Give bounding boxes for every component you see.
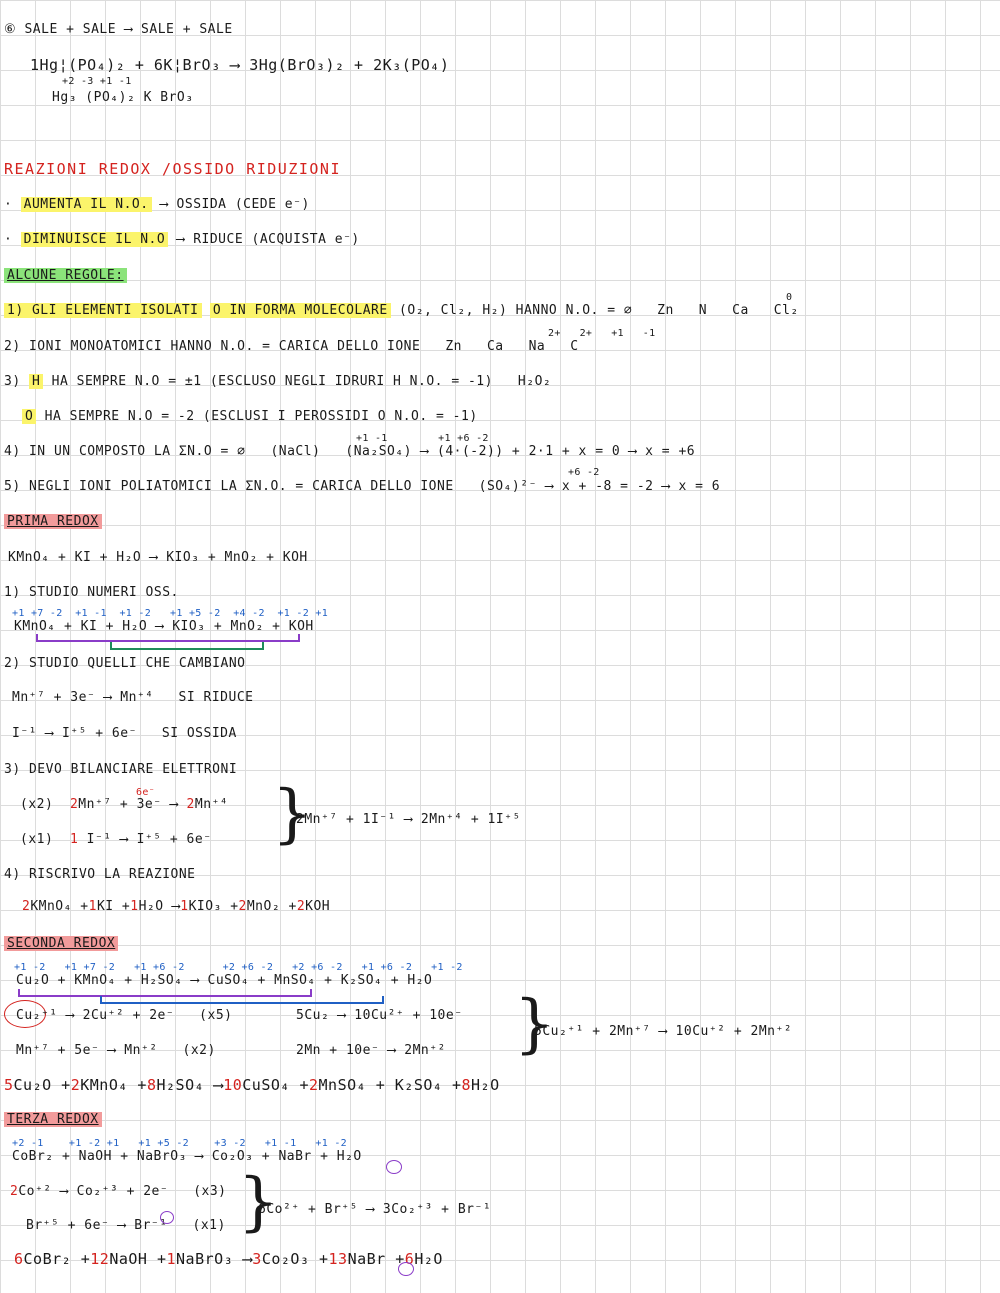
terza-equation: CoBr₂ + NaOH + NaBrO₃ ⟶ Co₂O₃ + NaBr + H₂O <box>12 1149 362 1164</box>
rule3-num: 3) <box>4 374 21 389</box>
term: H₂O <box>471 1076 500 1094</box>
term: H₂O ⟶ <box>138 899 181 914</box>
coef: 2 <box>70 1076 81 1094</box>
rule3-o-highlight: O <box>22 409 36 424</box>
equation-salt: 1Hg¦(PO₄)₂ + 6K¦BrO₃ ⟶ 3Hg(BrO₃)₂ + 2K₃(PO₄) <box>30 56 450 74</box>
seconda-sum: 5Cu₂⁺¹ + 2Mn⁺⁷ ⟶ 10Cu⁺² + 2Mn⁺² <box>534 1024 793 1039</box>
rule1-highlight-a: 1) GLI ELEMENTI ISOLATI <box>4 303 202 318</box>
coef: 2 <box>186 797 195 812</box>
term: MnO₂ + <box>246 899 297 914</box>
coef: 6 <box>14 1250 24 1268</box>
seconda-equation: Cu₂O + KMnO₄ + H₂SO₄ ⟶ CuSO₄ + MnSO₄ + K₂SO₄ + H₂O <box>16 973 433 988</box>
rule1-ox: 0 <box>786 292 793 303</box>
term: Cu₂O + <box>13 1076 71 1094</box>
prima-step-4: 4) RISCRIVO LA REAZIONE <box>4 867 196 882</box>
prima-equation: KMnO₄ + KI + H₂O ⟶ KIO₃ + MnO₂ + KOH <box>8 550 308 565</box>
circle-marker <box>398 1262 414 1276</box>
rule5-ox: +6 -2 <box>568 467 600 478</box>
half-eq: Mn⁺⁷ + 3e⁻ ⟶ <box>78 797 187 812</box>
term: Co₂O₃ + <box>261 1250 329 1268</box>
rule1-text: (O₂, Cl₂, H₂) HANNO N.O. = ∅ Zn N Ca Cl₂ <box>399 303 799 318</box>
section-title-terza <box>4 1112 102 1127</box>
seconda-mult-red: 2Mn + 10e⁻ ⟶ 2Mn⁺² <box>296 1043 446 1058</box>
coef: 2 <box>238 899 247 914</box>
term: CoBr₂ + <box>23 1250 91 1268</box>
regole-label: ALCUNE REGOLE: <box>4 268 127 283</box>
multiplier-x1: (x1) <box>20 832 54 847</box>
seconda-label: SECONDA REDOX <box>4 936 118 951</box>
terza-final-equation <box>14 1250 443 1268</box>
highlight-aumenta: AUMENTA IL N.O. <box>21 197 152 212</box>
term: KIO₃ + <box>188 899 239 914</box>
half-eq: I⁻¹ ⟶ I⁺⁵ + 6e⁻ <box>86 832 212 847</box>
term: KMnO₄ + <box>80 1076 147 1094</box>
rule-reduction: · DIMINUISCE IL N.O ⟶ RIDUCE (ACQUISTA e⁻) <box>4 232 360 247</box>
prima-balanced-sum: 2Mn⁺⁷ + 1I⁻¹ ⟶ 2Mn⁺⁴ + 1I⁺⁵ <box>296 812 521 827</box>
terza-half-ox <box>10 1184 227 1199</box>
coef: 2 <box>296 899 306 914</box>
coef: 5 <box>4 1076 14 1094</box>
section-title-regole <box>4 268 127 283</box>
coef: 1 <box>130 899 139 914</box>
brace: } <box>514 987 555 1061</box>
coef: 6 <box>404 1250 415 1268</box>
half-eq-product: Mn⁺⁴ <box>194 797 229 812</box>
section-title-redox: REAZIONI REDOX /OSSIDO RIDUZIONI <box>4 160 341 178</box>
coef: 1 <box>180 899 189 914</box>
rule-3-h <box>4 374 551 389</box>
rule-2: 2) IONI MONOATOMICI HANNO N.O. = CARICA DELLO IONE Zn Ca Na C <box>4 339 579 354</box>
prima-half-reduction: Mn⁺⁷ + 3e⁻ ⟶ Mn⁺⁴ SI RIDUCE <box>12 690 254 705</box>
term: KOH <box>305 899 331 914</box>
term: H₂O <box>414 1250 443 1268</box>
term: KI + <box>96 899 131 914</box>
bracket-mn <box>100 996 384 1004</box>
ions-breakdown: Hg₃ (PO₄)₂ K BrO₃ <box>52 90 194 105</box>
prima-ox-numbers: +1 +7 -2 +1 -1 +1 -2 +1 +5 -2 +4 -2 +1 -2 +1 <box>12 608 329 619</box>
term: NaBrO₃ ⟶ <box>176 1250 253 1268</box>
prima-step-3: 3) DEVO BILANCIARE ELETTRONI <box>4 762 238 777</box>
rule3-h-highlight: H <box>29 374 43 389</box>
rule-4: 4) IN UN COMPOSTO LA ΣN.O = ∅ (NaCl) (Na₂SO₄) ⟶ (4·(-2)) + 2·1 + x = 0 ⟶ x = +6 <box>4 444 696 459</box>
rule2-ox: 2+ 2+ +1 -1 <box>548 328 656 339</box>
terza-label: TERZA REDOX <box>4 1112 102 1127</box>
coef: 10 <box>223 1076 243 1094</box>
seconda-final-equation <box>4 1076 500 1094</box>
term: NaOH + <box>109 1250 167 1268</box>
bracket-i <box>110 642 264 650</box>
coef: 1 <box>88 899 97 914</box>
terza-half-red: Br⁺⁵ + 6e⁻ ⟶ Br⁻¹ (x1) <box>26 1218 226 1233</box>
prima-electrons-note: 6e⁻ <box>136 787 155 798</box>
coef: 2 <box>69 797 79 812</box>
circle-marker <box>386 1160 402 1174</box>
reduction-text: ⟶ RIDUCE (ACQUISTA e⁻) <box>176 232 360 247</box>
coef: 1 <box>69 832 79 847</box>
highlight-diminuisce: DIMINUISCE IL N.O <box>21 232 169 247</box>
coef: 12 <box>90 1250 110 1268</box>
section-title-seconda <box>4 936 118 951</box>
rule4-ox: +1 -1 +1 +6 -2 <box>356 433 489 444</box>
brace: } <box>238 1165 279 1239</box>
coef: 1 <box>166 1250 177 1268</box>
oxidation-text: ⟶ OSSIDA (CEDE e⁻) <box>159 197 310 212</box>
term: KMnO₄ + <box>30 899 89 914</box>
seconda-half-red: Mn⁺⁷ + 5e⁻ ⟶ Mn⁺² (x2) <box>16 1043 216 1058</box>
term: CuSO₄ + <box>242 1076 309 1094</box>
terza-ox-numbers: +2 -1 +1 -2 +1 +1 +5 -2 +3 -2 +1 -1 +1 -2 <box>12 1138 347 1149</box>
prima-step-2: 2) STUDIO QUELLI CHE CAMBIANO <box>4 656 246 671</box>
seconda-ox-numbers: +1 -2 +1 +7 -2 +1 +6 -2 +2 +6 -2 +2 +6 -2 +1 +6 -2 +1 -2 <box>14 962 463 973</box>
half-eq: Co⁺² ⟶ Co₂⁺³ + 2e⁻ (x3) <box>18 1184 227 1199</box>
prima-half-oxidation: I⁻¹ ⟶ I⁺⁵ + 6e⁻ SI OSSIDA <box>12 726 237 741</box>
term: MnSO₄ + K₂SO₄ + <box>318 1076 462 1094</box>
rule1-highlight-b: O IN FORMA MOLECOLARE <box>210 303 391 318</box>
coef: 2 <box>309 1076 319 1094</box>
rule-5: 5) NEGLI IONI POLIATOMICI LA ΣN.O. = CARICA DELLO IONE (SO₄)²⁻ ⟶ x + -8 = -2 ⟶ x = 6 <box>4 479 721 494</box>
ox-numbers: +2 -3 +1 -1 <box>62 76 132 87</box>
coef: 8 <box>461 1076 472 1094</box>
seconda-half-ox: Cu₂⁺¹ ⟶ 2Cu⁺² + 2e⁻ (x5) <box>16 1008 233 1023</box>
section-title-prima <box>4 514 102 529</box>
circle-marker <box>160 1211 174 1224</box>
prima-step-1: 1) STUDIO NUMERI OSS. <box>4 585 179 600</box>
term: NaBr + <box>347 1250 405 1268</box>
prima-final-equation <box>22 899 330 914</box>
prima-label: PRIMA REDOX <box>4 514 102 529</box>
terza-sum: 6Co²⁺ + Br⁺⁵ ⟶ 3Co₂⁺³ + Br⁻¹ <box>258 1202 492 1217</box>
term: H₂SO₄ ⟶ <box>156 1076 224 1094</box>
seconda-mult-ox: 5Cu₂ ⟶ 10Cu²⁺ + 10e⁻ <box>296 1008 463 1023</box>
coef: 8 <box>146 1076 157 1094</box>
brace: } <box>272 777 313 851</box>
coef: 3 <box>252 1250 262 1268</box>
prima-equation-annotated: KMnO₄ + KI + H₂O ⟶ KIO₃ + MnO₂ + KOH <box>14 619 314 634</box>
coef: 13 <box>328 1250 348 1268</box>
prima-balance-2 <box>20 832 212 847</box>
bracket-mn <box>36 634 300 642</box>
multiplier-x2: (x2) <box>20 797 54 812</box>
coef: 2 <box>22 899 31 914</box>
rule-3-o <box>22 409 478 424</box>
rule-oxidation: · AUMENTA IL N.O. ⟶ OSSIDA (CEDE e⁻) <box>4 197 310 212</box>
coef: 2 <box>10 1184 19 1199</box>
rule3-o-text: HA SEMPRE N.O = -2 (ESCLUSI I PEROSSIDI O N.O. = -1) <box>44 409 478 424</box>
heading-sale-sale: ⑥ SALE + SALE ⟶ SALE + SALE <box>4 22 233 37</box>
prima-balance-1 <box>20 797 228 812</box>
rule-1 <box>4 303 799 318</box>
rule3-h-text: HA SEMPRE N.O = ±1 (ESCLUSO NEGLI IDRURI H N.O. = -1) H₂O₂ <box>51 374 552 389</box>
